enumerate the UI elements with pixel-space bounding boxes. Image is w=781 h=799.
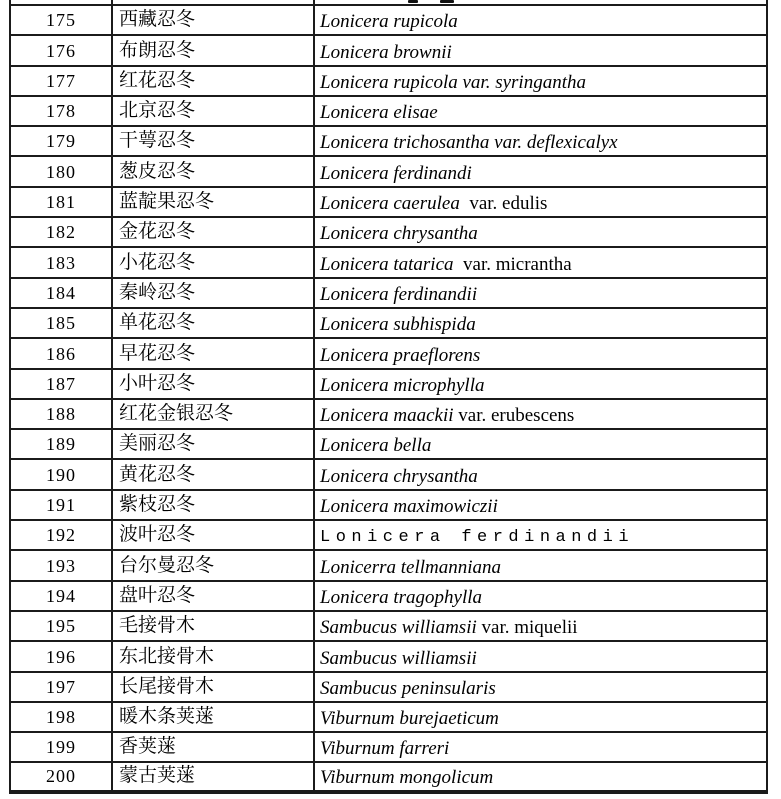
row-number-cell: 183	[46, 252, 76, 273]
row-number-cell: 197	[46, 676, 76, 697]
chinese-name-cell: 盘叶忍冬	[111, 582, 313, 610]
table-row	[11, 248, 766, 278]
scientific-name-cell	[313, 551, 766, 579]
scientific-name-text: Lonicera maximowiczii	[320, 496, 498, 518]
row-number-cell: 180	[46, 161, 76, 182]
scientific-name-cell	[313, 127, 766, 155]
table-row	[11, 97, 766, 127]
scientific-name-text: var. edulis	[459, 193, 548, 215]
table-row	[11, 491, 766, 521]
clipped-previous-row	[11, 0, 766, 6]
scientific-name-text: Lonicera ferdinandii	[320, 283, 478, 305]
remnant-chinese-cell	[111, 0, 313, 4]
table-row	[11, 157, 766, 187]
chinese-name-cell: 红花金银忍冬	[111, 400, 313, 428]
table-row	[11, 309, 766, 339]
table-row	[11, 460, 766, 490]
scientific-name-text: Lonicera rupicola	[320, 11, 458, 33]
chinese-name-cell: 波叶忍冬	[111, 521, 313, 549]
scientific-name-cell	[313, 733, 766, 761]
scientific-name-text: Sambucus peninsularis	[320, 677, 496, 699]
row-number-cell: 194	[46, 585, 76, 606]
scientific-name-text: Viburnum farreri	[320, 738, 450, 760]
row-number-cell: 189	[46, 434, 76, 455]
row-number-cell: 176	[46, 40, 76, 61]
row-number-cell: 182	[46, 222, 76, 243]
table-row	[11, 279, 766, 309]
scientific-name-cell	[313, 400, 766, 428]
scientific-name-cell	[313, 248, 766, 276]
table-row	[11, 188, 766, 218]
scientific-name-text: Lonicera bella	[320, 435, 432, 457]
scientific-name-text: Lonicera elisae	[320, 102, 438, 124]
scientific-name-text: Lonicera trichosantha var. deflexicalyx	[320, 132, 618, 154]
row-number-cell: 198	[46, 707, 76, 728]
table-row	[11, 642, 766, 672]
scientific-name-cell	[313, 97, 766, 125]
table-row	[11, 673, 766, 703]
table-row	[11, 127, 766, 157]
chinese-name-cell: 小花忍冬	[111, 248, 313, 276]
chinese-name-cell: 西藏忍冬	[111, 6, 313, 34]
scientific-name-cell	[313, 491, 766, 519]
scientific-name-text: Sambucus williamsii	[320, 617, 477, 639]
scientific-name-text: Lonicera ferdinandi	[320, 162, 472, 184]
table-row	[11, 733, 766, 763]
row-number-cell: 185	[46, 313, 76, 334]
species-table	[9, 0, 768, 794]
scientific-name-text: Lonicera tatarica	[320, 253, 454, 275]
table-row	[11, 763, 766, 793]
chinese-name-cell: 美丽忍冬	[111, 430, 313, 458]
scientific-name-cell	[313, 309, 766, 337]
scientific-name-cell	[313, 612, 766, 640]
clipped-text-remnant	[408, 0, 418, 3]
scientific-name-cell	[313, 582, 766, 610]
row-number-cell: 190	[46, 464, 76, 485]
chinese-name-cell: 台尔曼忍冬	[111, 551, 313, 579]
table-row	[11, 521, 766, 551]
table-row	[11, 6, 766, 36]
scientific-name-text: var. micrantha	[453, 253, 572, 275]
clipped-text-remnant	[440, 0, 454, 3]
row-number-cell: 178	[46, 101, 76, 122]
row-number-cell: 195	[46, 616, 76, 637]
row-number-cell: 181	[46, 192, 76, 213]
scientific-name-cell	[313, 642, 766, 670]
chinese-name-cell: 东北接骨木	[111, 642, 313, 670]
chinese-name-cell: 早花忍冬	[111, 339, 313, 367]
chinese-name-cell: 蒙古荚蒾	[111, 763, 313, 789]
remnant-number-cell	[11, 0, 111, 4]
scientific-name-text: Lonicera praeflorens	[320, 344, 481, 366]
row-number-cell: 199	[46, 737, 76, 758]
scientific-name-cell	[313, 157, 766, 185]
scientific-name-text: Lonicera chrysantha	[320, 465, 478, 487]
scientific-name-text: Lonicera ferdinandii	[320, 528, 635, 548]
scientific-name-text: Lonicera caerulea	[320, 193, 460, 215]
table-row	[11, 703, 766, 733]
row-number-cell: 200	[46, 765, 76, 786]
chinese-name-cell: 香荚蒾	[111, 733, 313, 761]
scientific-name-cell	[313, 521, 766, 549]
scientific-name-text: Viburnum mongolicum	[320, 766, 494, 788]
row-number-cell: 188	[46, 404, 76, 425]
row-number-cell: 175	[46, 10, 76, 31]
table-row	[11, 339, 766, 369]
table-row	[11, 551, 766, 581]
table-row	[11, 430, 766, 460]
scientific-name-cell	[313, 370, 766, 398]
scientific-name-text: Lonicera tragophylla	[320, 586, 483, 608]
remnant-latin-cell	[313, 0, 766, 4]
chinese-name-cell: 毛接骨木	[111, 612, 313, 640]
table-row	[11, 218, 766, 248]
chinese-name-cell: 紫枝忍冬	[111, 491, 313, 519]
chinese-name-cell: 布朗忍冬	[111, 36, 313, 64]
scientific-name-text: Lonicerra tellmanniana	[320, 556, 502, 578]
scientific-name-cell	[313, 279, 766, 307]
table-row	[11, 582, 766, 612]
scientific-name-text: Lonicera microphylla	[320, 374, 485, 396]
species-table-body	[11, 6, 766, 794]
row-number-cell: 179	[46, 131, 76, 152]
chinese-name-cell: 黄花忍冬	[111, 460, 313, 488]
chinese-name-cell: 北京忍冬	[111, 97, 313, 125]
scientific-name-cell	[313, 460, 766, 488]
chinese-name-cell: 蓝靛果忍冬	[111, 188, 313, 216]
table-row	[11, 612, 766, 642]
scientific-name-text: Lonicera chrysantha	[320, 223, 478, 245]
scientific-name-text: Lonicera brownii	[320, 41, 452, 63]
chinese-name-cell: 长尾接骨木	[111, 673, 313, 701]
scientific-name-cell	[313, 763, 766, 789]
row-number-cell: 191	[46, 495, 76, 516]
row-number-cell: 196	[46, 646, 76, 667]
scientific-name-text: Viburnum burejaeticum	[320, 708, 499, 730]
scientific-name-text: Lonicera subhispida	[320, 314, 476, 336]
scientific-name-text: Lonicera maackii	[320, 405, 454, 427]
row-number-cell: 186	[46, 343, 76, 364]
scientific-name-text: var. miquelii	[476, 617, 578, 639]
chinese-name-cell: 单花忍冬	[111, 309, 313, 337]
scientific-name-cell	[313, 188, 766, 216]
scientific-name-cell	[313, 703, 766, 731]
table-row	[11, 67, 766, 97]
chinese-name-cell: 干萼忍冬	[111, 127, 313, 155]
scientific-name-cell	[313, 339, 766, 367]
scientific-name-cell	[313, 430, 766, 458]
chinese-name-cell: 金花忍冬	[111, 218, 313, 246]
scientific-name-cell	[313, 673, 766, 701]
table-row	[11, 400, 766, 430]
chinese-name-cell: 暖木条荚蒾	[111, 703, 313, 731]
chinese-name-cell: 红花忍冬	[111, 67, 313, 95]
table-row	[11, 370, 766, 400]
chinese-name-cell: 葱皮忍冬	[111, 157, 313, 185]
chinese-name-cell: 秦岭忍冬	[111, 279, 313, 307]
scientific-name-text: Lonicera rupicola var. syringantha	[320, 71, 586, 93]
row-number-cell: 177	[46, 70, 76, 91]
row-number-cell: 192	[46, 525, 76, 546]
scientific-name-text: var. erubescens	[453, 405, 575, 427]
row-number-cell: 187	[46, 373, 76, 394]
row-number-cell: 193	[46, 555, 76, 576]
scientific-name-cell	[313, 6, 766, 34]
scientific-name-cell	[313, 218, 766, 246]
scientific-name-cell	[313, 67, 766, 95]
table-row	[11, 36, 766, 66]
row-number-cell: 184	[46, 282, 76, 303]
scientific-name-cell	[313, 36, 766, 64]
chinese-name-cell: 小叶忍冬	[111, 370, 313, 398]
scientific-name-text: Sambucus williamsii	[320, 647, 477, 669]
